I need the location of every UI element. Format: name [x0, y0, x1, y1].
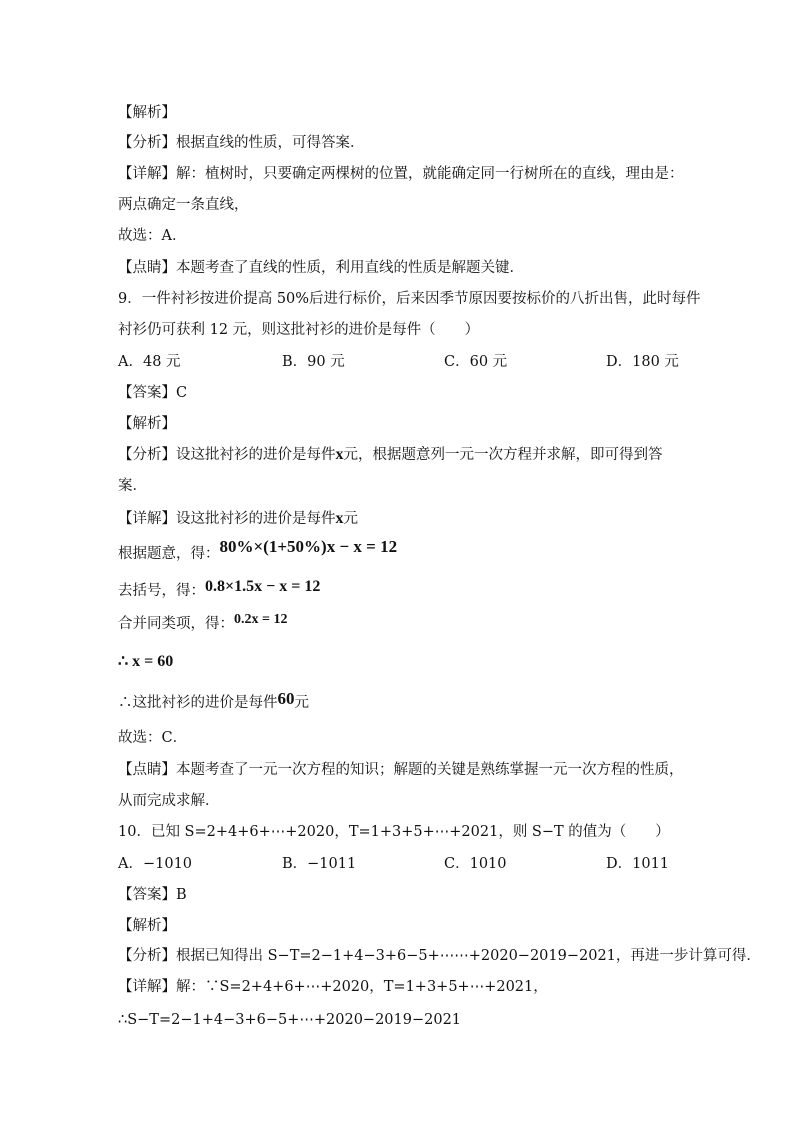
- step-label: 去括号，得：: [118, 583, 205, 599]
- detail-text: 【详解】解：∵S=2+4+6+⋯+2020，T=1+3+5+⋯+2021，: [118, 979, 548, 995]
- variable-x: x: [335, 446, 344, 463]
- option-c: C．1010: [444, 856, 507, 872]
- choice-text: 故选：A．: [118, 228, 187, 244]
- detail-text-cont: ∴S−T=2−1+4−3+6−5+⋯+2020−2019−2021: [118, 1012, 462, 1028]
- text-segment: ∴这批衬衫的进价是每件: [118, 695, 278, 711]
- section-label-analysis: 【解析】: [118, 416, 176, 432]
- detail-text-cont: 两点确定一条直线，: [118, 197, 249, 213]
- solution-conclusion: [118, 689, 309, 713]
- detail-text: [118, 509, 358, 529]
- detail-text: 【详解】解：植树时，只要确定两棵树的位置，就能确定同一行树所在的直线，理由是：: [118, 166, 684, 182]
- step-label: 合并同类项，得：: [118, 616, 234, 632]
- comment-text: 【点睛】本题考查了直线的性质，利用直线的性质是解题关键．: [118, 260, 524, 276]
- choice-text: 故选：C．: [118, 730, 188, 746]
- solution-step-4: [118, 652, 173, 672]
- question-9-line2: 衬衫仍可获利 12 元，则这批衬衫的进价是每件（ ）: [118, 322, 480, 338]
- number-60: 60: [277, 689, 295, 708]
- equation: 0.2x = 12: [234, 612, 288, 627]
- section-label-analysis: 【解析】: [118, 105, 176, 121]
- option-c: C．60 元: [444, 354, 508, 370]
- solution-step-1: [118, 537, 398, 564]
- equation: 80%×(1+50%)x − x = 12: [219, 537, 398, 556]
- option-a: A．48 元: [118, 354, 181, 370]
- analysis-text: 【分析】根据直线的性质，可得答案．: [118, 135, 365, 151]
- solution-step-2: [118, 578, 321, 601]
- text-segment: 元: [343, 511, 358, 527]
- question-9-line1: 9．一件衬衫按进价提高 50%后进行标价，后来因季节原因要按标价的八折出售，此时每件: [118, 291, 701, 307]
- text-segment: 【详解】设这批衬衫的进价是每件: [118, 511, 336, 527]
- option-a: A．−1010: [118, 856, 193, 872]
- comment-text: 【点睛】本题考查了一元一次方程的知识；解题的关键是熟练掌握一元一次方程的性质，: [118, 762, 684, 778]
- equation: ∴ x = 60: [118, 653, 174, 670]
- option-d: D．1011: [606, 856, 670, 872]
- answer-label: 【答案】B: [118, 887, 187, 903]
- option-d: D．180 元: [606, 354, 679, 370]
- option-b: B．90 元: [282, 354, 345, 370]
- analysis-text: [118, 445, 663, 465]
- text-segment: 元: [294, 695, 309, 711]
- text-segment: 【分析】设这批衬衫的进价是每件: [118, 447, 336, 463]
- equation: 0.8×1.5x − x = 12: [205, 578, 321, 595]
- analysis-text-cont: 案．: [118, 478, 147, 494]
- question-10: 10．已知 S=2+4+6+⋯+2020，T=1+3+5+⋯+2021，则 S−T 的值为（ ）: [118, 824, 670, 840]
- option-b: B．−1011: [282, 856, 357, 872]
- section-label-analysis: 【解析】: [118, 918, 176, 934]
- solution-step-3: [118, 614, 287, 635]
- answer-label: 【答案】C: [118, 385, 188, 401]
- comment-text-cont: 从而完成求解．: [118, 793, 220, 809]
- text-segment: 元，根据题意列一元一次方程并求解，即可得到答: [343, 447, 663, 463]
- variable-x: x: [335, 510, 344, 527]
- analysis-text: 【分析】根据已知得出 S−T=2−1+4−3+6−5+⋯⋯+2020−2019−2021，再进一步计算可得．: [118, 948, 761, 964]
- step-label: 根据题意，得：: [118, 546, 220, 562]
